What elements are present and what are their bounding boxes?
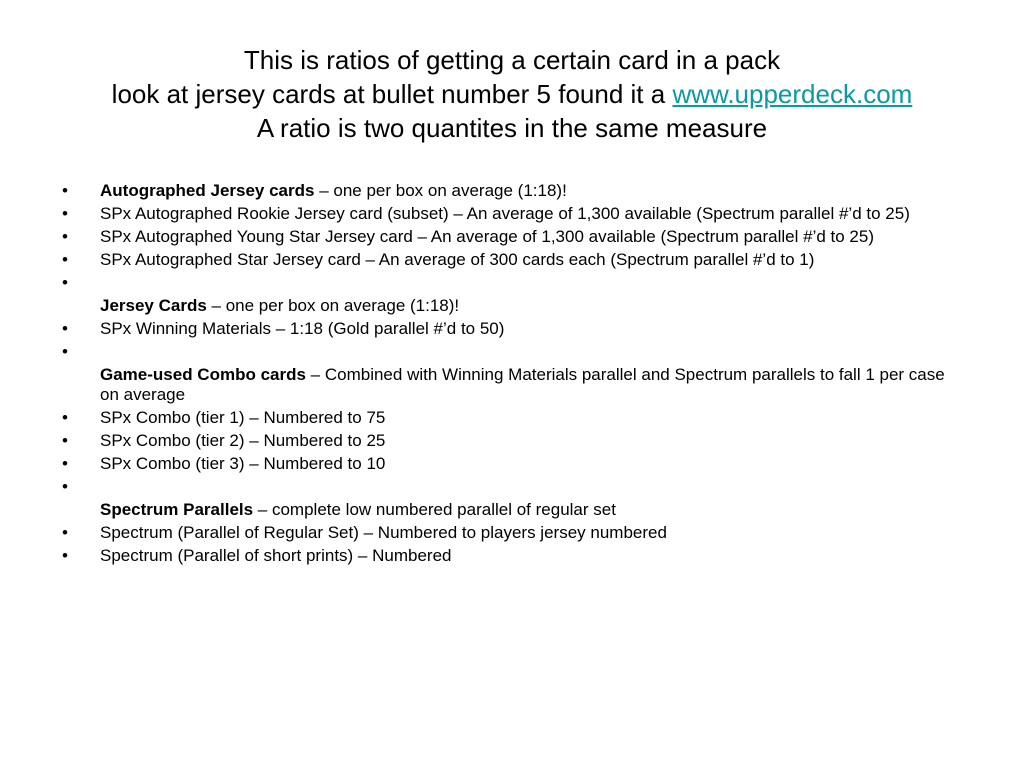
upperdeck-link[interactable]: www.upperdeck.com — [672, 79, 913, 109]
bullet-heading: Spectrum Parallels — [100, 500, 254, 519]
title-line-2 — [40, 77, 984, 111]
bullet-text: SPx Combo (tier 3) – Numbered to 10 — [100, 454, 386, 473]
bullet-heading: Jersey Cards — [100, 296, 207, 315]
bullet-text: SPx Autographed Star Jersey card – An average of 300 cards each (Spectrum parallel #’d to 1) — [100, 250, 815, 269]
bullet-text: – one per box on average (1:18)! — [314, 181, 567, 200]
bullet-dot: • — [62, 342, 68, 361]
bullet-dot: • — [62, 204, 68, 223]
bullet-dot: • — [62, 546, 68, 565]
bullet-item — [62, 250, 967, 270]
bullet-item — [62, 227, 967, 247]
bullet-text: SPx Combo (tier 2) – Numbered to 25 — [100, 431, 386, 450]
bullet-item — [62, 365, 967, 405]
bullet-dot: • — [62, 523, 68, 542]
bullet-text: SPx Autographed Rookie Jersey card (subset) – An average of 1,300 available (Spectrum parallel #’d to 25) — [100, 204, 910, 223]
bullet-item — [62, 273, 967, 293]
bullet-list — [62, 181, 967, 569]
bullet-item — [62, 204, 967, 224]
bullet-item — [62, 342, 967, 362]
bullet-dot: • — [62, 477, 68, 496]
bullet-item — [62, 454, 967, 474]
title-line-2-text: look at jersey cards at bullet number 5 found it a — [111, 79, 673, 109]
bullet-dot: • — [62, 431, 68, 450]
bullet-text: SPx Autographed Young Star Jersey card – An average of 1,300 available (Spectrum parallel #’d to 25) — [100, 227, 874, 246]
bullet-text: – one per box on average (1:18)! — [206, 296, 460, 315]
bullet-dot: • — [62, 273, 68, 292]
bullet-text: Spectrum (Parallel of short prints) – Numbered — [100, 546, 452, 565]
bullet-dot: • — [62, 227, 68, 246]
bullet-heading: Game-used Combo cards — [100, 365, 306, 384]
bullet-heading: Autographed Jersey cards — [100, 181, 315, 200]
title-line-3: A ratio is two quantites in the same measure — [256, 113, 768, 143]
bullet-item — [62, 296, 967, 316]
bullet-dot: • — [62, 454, 68, 473]
bullet-item — [62, 546, 967, 566]
bullet-dot: • — [62, 181, 68, 200]
bullet-item — [62, 500, 967, 520]
bullet-item — [62, 431, 967, 451]
bullet-dot: • — [62, 408, 68, 427]
slide-title — [40, 43, 984, 145]
bullet-item — [62, 477, 967, 497]
bullet-dot: • — [62, 250, 68, 269]
bullet-text: SPx Combo (tier 1) – Numbered to 75 — [100, 408, 386, 427]
bullet-text: – complete low numbered parallel of regular set — [253, 500, 616, 519]
bullet-text: Spectrum (Parallel of Regular Set) – Numbered to players jersey numbered — [100, 523, 667, 542]
bullet-item — [62, 319, 967, 339]
bullet-item — [62, 181, 967, 201]
bullet-item — [62, 408, 967, 428]
bullet-text: – Combined with Winning Materials parallel and Spectrum parallels to fall 1 per case on average — [100, 365, 945, 404]
bullet-dot: • — [62, 319, 68, 338]
bullet-item — [62, 523, 967, 543]
bullet-text: SPx Winning Materials – 1:18 (Gold parallel #’d to 50) — [100, 319, 505, 338]
title-line-1: This is ratios of getting a certain card in a pack — [243, 45, 781, 75]
